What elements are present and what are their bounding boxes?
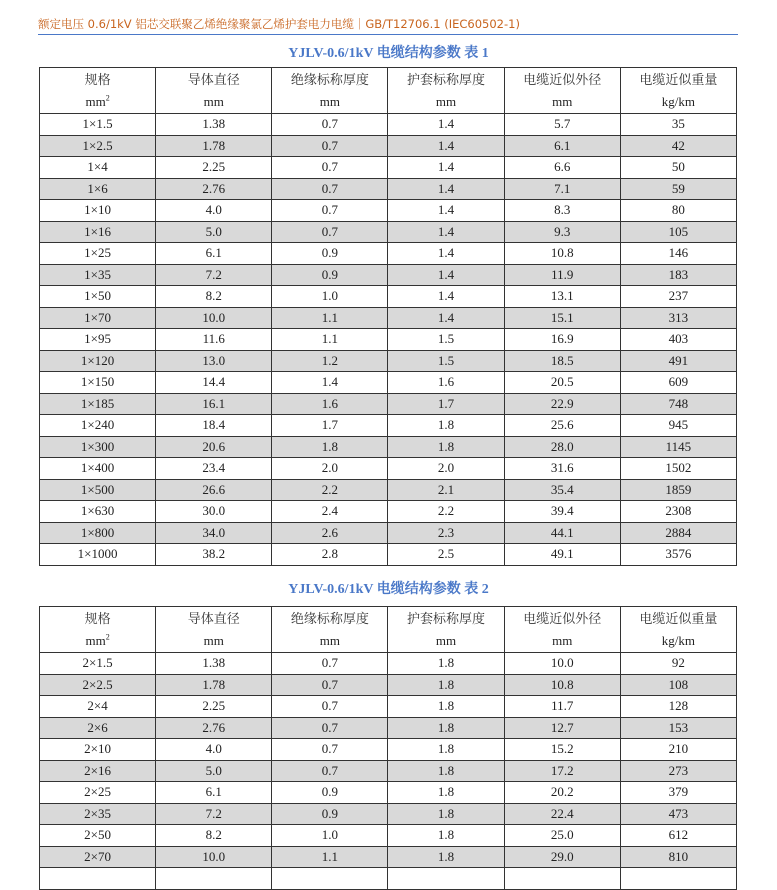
table-cell: 2.76 bbox=[156, 717, 272, 739]
table-row bbox=[40, 221, 737, 243]
table-row bbox=[40, 696, 737, 718]
table-cell: 10.0 bbox=[156, 307, 272, 329]
unit-text: mm bbox=[552, 632, 573, 648]
table-cell: 1.0 bbox=[272, 825, 388, 847]
table-cell: 8.2 bbox=[156, 286, 272, 308]
table-cell: 30.0 bbox=[156, 501, 272, 523]
unit-text: mm bbox=[85, 93, 106, 109]
unit-text: kg/km bbox=[661, 632, 695, 648]
cable-spec-table-2 bbox=[39, 606, 737, 890]
table-cell: 1.38 bbox=[156, 114, 272, 136]
table-cell: 1.6 bbox=[388, 372, 504, 394]
table-cell: 5.0 bbox=[156, 221, 272, 243]
table-cell: 1.1 bbox=[272, 846, 388, 868]
table-cell bbox=[388, 868, 504, 890]
table-cell: 2.2 bbox=[388, 501, 504, 523]
table-cell: 3576 bbox=[620, 544, 736, 566]
column-name: 电缆近似外径 bbox=[523, 72, 602, 88]
table-cell: 2.8 bbox=[272, 544, 388, 566]
table-row bbox=[40, 264, 737, 286]
table-cell: 1×300 bbox=[40, 436, 156, 458]
table-cell: 5.7 bbox=[504, 114, 620, 136]
table-cell: 1.2 bbox=[272, 350, 388, 372]
table-cell: 237 bbox=[620, 286, 736, 308]
table-cell: 42 bbox=[620, 135, 736, 157]
table-cell: 0.7 bbox=[272, 157, 388, 179]
table-cell: 15.1 bbox=[504, 307, 620, 329]
table-cell: 34.0 bbox=[156, 522, 272, 544]
table-cell: 1×70 bbox=[40, 307, 156, 329]
table-cell: 10.0 bbox=[156, 846, 272, 868]
table-cell: 22.9 bbox=[504, 393, 620, 415]
table-cell: 1.4 bbox=[388, 178, 504, 200]
table-row bbox=[40, 674, 737, 696]
table-cell: 0.9 bbox=[272, 243, 388, 265]
table-cell: 2.5 bbox=[388, 544, 504, 566]
column-header bbox=[156, 68, 272, 114]
table-cell: 50 bbox=[620, 157, 736, 179]
table-cell: 2×1.5 bbox=[40, 653, 156, 675]
table-cell bbox=[272, 868, 388, 890]
unit-superscript: 2 bbox=[105, 632, 110, 642]
table-cell: 14.4 bbox=[156, 372, 272, 394]
table-row bbox=[40, 307, 737, 329]
table-cell: 1.8 bbox=[388, 415, 504, 437]
table-cell: 1×240 bbox=[40, 415, 156, 437]
table-cell: 1×16 bbox=[40, 221, 156, 243]
table-cell: 2.4 bbox=[272, 501, 388, 523]
table-cell: 1.0 bbox=[272, 286, 388, 308]
table-cell: 15.2 bbox=[504, 739, 620, 761]
table-cell: 18.4 bbox=[156, 415, 272, 437]
table-cell: 28.0 bbox=[504, 436, 620, 458]
table-cell: 2×10 bbox=[40, 739, 156, 761]
table-cell: 35.4 bbox=[504, 479, 620, 501]
table-cell: 1.8 bbox=[388, 674, 504, 696]
table-cell: 2×6 bbox=[40, 717, 156, 739]
column-header bbox=[40, 607, 156, 653]
table-cell: 31.6 bbox=[504, 458, 620, 480]
table-body bbox=[40, 114, 737, 566]
table-cell: 748 bbox=[620, 393, 736, 415]
table-cell: 1×10 bbox=[40, 200, 156, 222]
table-cell: 1.4 bbox=[388, 200, 504, 222]
table-cell: 1×4 bbox=[40, 157, 156, 179]
table-cell: 38.2 bbox=[156, 544, 272, 566]
table-row bbox=[40, 868, 737, 890]
table-cell: 1.7 bbox=[272, 415, 388, 437]
table-row bbox=[40, 286, 737, 308]
table-row bbox=[40, 544, 737, 566]
unit-text: mm bbox=[319, 632, 340, 648]
table-cell: 11.9 bbox=[504, 264, 620, 286]
table-cell: 1×630 bbox=[40, 501, 156, 523]
table-cell: 313 bbox=[620, 307, 736, 329]
column-header bbox=[504, 68, 620, 114]
table-cell: 1×800 bbox=[40, 522, 156, 544]
column-unit bbox=[621, 630, 736, 651]
table-cell: 153 bbox=[620, 717, 736, 739]
table-cell: 1.1 bbox=[272, 307, 388, 329]
table-row bbox=[40, 350, 737, 372]
table-cell: 1.5 bbox=[388, 329, 504, 351]
page-header-text: 额定电压 0.6/1kV 铝芯交联聚乙烯绝缘聚氯乙烯护套电力电缆｜GB/T12706.1 (IEC60502-1) bbox=[38, 17, 520, 31]
column-name: 导体直径 bbox=[187, 611, 240, 627]
column-name: 电缆近似重量 bbox=[639, 611, 718, 627]
table-cell: 26.6 bbox=[156, 479, 272, 501]
table-cell: 2.76 bbox=[156, 178, 272, 200]
table-cell: 9.3 bbox=[504, 221, 620, 243]
table-cell: 1×25 bbox=[40, 243, 156, 265]
table-cell: 945 bbox=[620, 415, 736, 437]
table-cell: 22.4 bbox=[504, 803, 620, 825]
table-cell: 20.6 bbox=[156, 436, 272, 458]
table-cell: 8.3 bbox=[504, 200, 620, 222]
table-cell: 16.1 bbox=[156, 393, 272, 415]
table-cell: 2×35 bbox=[40, 803, 156, 825]
table-cell: 2×50 bbox=[40, 825, 156, 847]
table-cell: 23.4 bbox=[156, 458, 272, 480]
table-cell: 1.8 bbox=[388, 846, 504, 868]
table-cell: 0.7 bbox=[272, 114, 388, 136]
table-cell: 2×4 bbox=[40, 696, 156, 718]
table-cell: 6.1 bbox=[156, 782, 272, 804]
unit-text: mm bbox=[552, 93, 573, 109]
table-cell: 1×50 bbox=[40, 286, 156, 308]
table-row bbox=[40, 782, 737, 804]
table-cell: 1.4 bbox=[388, 243, 504, 265]
table-cell: 25.6 bbox=[504, 415, 620, 437]
column-header bbox=[156, 607, 272, 653]
table-cell bbox=[620, 868, 736, 890]
table-cell: 0.7 bbox=[272, 760, 388, 782]
table-row bbox=[40, 372, 737, 394]
table-cell bbox=[40, 868, 156, 890]
table-header-row bbox=[40, 68, 737, 114]
column-name: 电缆近似外径 bbox=[523, 611, 602, 627]
table-cell: 1.8 bbox=[388, 782, 504, 804]
table-cell: 7.2 bbox=[156, 264, 272, 286]
table-cell: 1.7 bbox=[388, 393, 504, 415]
table-cell: 210 bbox=[620, 739, 736, 761]
table-cell: 1.8 bbox=[388, 825, 504, 847]
unit-text: mm bbox=[435, 632, 457, 648]
column-unit bbox=[272, 91, 387, 112]
table-cell: 0.7 bbox=[272, 696, 388, 718]
table-cell: 1×400 bbox=[40, 458, 156, 480]
table-cell: 1.78 bbox=[156, 135, 272, 157]
table-cell: 13.0 bbox=[156, 350, 272, 372]
table-cell: 1×1000 bbox=[40, 544, 156, 566]
column-unit bbox=[40, 630, 155, 651]
table-cell: 1.4 bbox=[388, 264, 504, 286]
table-row bbox=[40, 436, 737, 458]
table-cell: 1.8 bbox=[388, 739, 504, 761]
table-cell: 1859 bbox=[620, 479, 736, 501]
table-cell: 6.1 bbox=[156, 243, 272, 265]
unit-text: mm bbox=[435, 93, 457, 109]
table-cell: 1.4 bbox=[272, 372, 388, 394]
unit-superscript: 2 bbox=[105, 93, 110, 103]
table-cell: 183 bbox=[620, 264, 736, 286]
column-name: 电缆近似重量 bbox=[639, 72, 718, 88]
column-header bbox=[272, 607, 388, 653]
table-row bbox=[40, 717, 737, 739]
table-cell: 2.0 bbox=[388, 458, 504, 480]
table-cell: 92 bbox=[620, 653, 736, 675]
table-cell: 2×25 bbox=[40, 782, 156, 804]
table-cell: 612 bbox=[620, 825, 736, 847]
table-cell: 609 bbox=[620, 372, 736, 394]
column-name: 导体直径 bbox=[187, 72, 240, 88]
table-cell: 0.7 bbox=[272, 739, 388, 761]
unit-text: mm bbox=[319, 93, 340, 109]
table-cell: 1.4 bbox=[388, 286, 504, 308]
column-name: 护套标称厚度 bbox=[407, 611, 486, 627]
table-cell: 20.5 bbox=[504, 372, 620, 394]
table-cell: 1×150 bbox=[40, 372, 156, 394]
column-header bbox=[620, 68, 736, 114]
table-cell: 2308 bbox=[620, 501, 736, 523]
table-cell: 0.7 bbox=[272, 221, 388, 243]
unit-text: mm bbox=[203, 632, 224, 648]
table-cell: 11.7 bbox=[504, 696, 620, 718]
table-cell: 1.8 bbox=[388, 717, 504, 739]
table-cell: 1×120 bbox=[40, 350, 156, 372]
table-row bbox=[40, 114, 737, 136]
column-unit bbox=[40, 91, 155, 112]
table-cell: 1.5 bbox=[388, 350, 504, 372]
table-cell: 12.7 bbox=[504, 717, 620, 739]
table-cell: 105 bbox=[620, 221, 736, 243]
table-row bbox=[40, 653, 737, 675]
table-body bbox=[40, 653, 737, 890]
table-cell: 6.6 bbox=[504, 157, 620, 179]
table-cell: 0.7 bbox=[272, 135, 388, 157]
column-header bbox=[504, 607, 620, 653]
table-cell: 491 bbox=[620, 350, 736, 372]
column-name: 规格 bbox=[84, 611, 111, 627]
table-cell: 7.2 bbox=[156, 803, 272, 825]
table-cell: 18.5 bbox=[504, 350, 620, 372]
table-cell: 128 bbox=[620, 696, 736, 718]
table-row bbox=[40, 522, 737, 544]
table-cell: 8.2 bbox=[156, 825, 272, 847]
column-header bbox=[40, 68, 156, 114]
table-cell: 1.4 bbox=[388, 221, 504, 243]
table-cell: 2.6 bbox=[272, 522, 388, 544]
table-cell: 1×185 bbox=[40, 393, 156, 415]
table-cell: 44.1 bbox=[504, 522, 620, 544]
table-row bbox=[40, 846, 737, 868]
table-row bbox=[40, 501, 737, 523]
table-cell: 1.1 bbox=[272, 329, 388, 351]
table-cell: 4.0 bbox=[156, 200, 272, 222]
column-unit bbox=[505, 630, 620, 651]
table-cell: 146 bbox=[620, 243, 736, 265]
cable-spec-table-1 bbox=[39, 67, 737, 566]
table-cell: 1×35 bbox=[40, 264, 156, 286]
table-cell: 6.1 bbox=[504, 135, 620, 157]
table-header-row bbox=[40, 607, 737, 653]
table-cell: 1.8 bbox=[388, 803, 504, 825]
table-1-title: YJLV-0.6/1kV 电缆结构参数 表 1 bbox=[288, 46, 489, 61]
table-row bbox=[40, 739, 737, 761]
table-cell: 1.6 bbox=[272, 393, 388, 415]
table-cell: 0.7 bbox=[272, 717, 388, 739]
unit-text: kg/km bbox=[661, 93, 695, 109]
table-cell bbox=[156, 868, 272, 890]
table-cell: 0.9 bbox=[272, 264, 388, 286]
table-cell: 2.2 bbox=[272, 479, 388, 501]
table-row bbox=[40, 200, 737, 222]
table-cell: 1145 bbox=[620, 436, 736, 458]
table-cell: 5.0 bbox=[156, 760, 272, 782]
unit-text: mm bbox=[203, 93, 224, 109]
table-row bbox=[40, 415, 737, 437]
table-cell bbox=[504, 868, 620, 890]
table-cell: 1.8 bbox=[272, 436, 388, 458]
table-cell: 0.7 bbox=[272, 674, 388, 696]
table-cell: 1.8 bbox=[388, 653, 504, 675]
table-cell: 0.7 bbox=[272, 178, 388, 200]
table-cell: 17.2 bbox=[504, 760, 620, 782]
table-cell: 2.1 bbox=[388, 479, 504, 501]
table-cell: 39.4 bbox=[504, 501, 620, 523]
table-cell: 273 bbox=[620, 760, 736, 782]
column-unit bbox=[388, 630, 503, 651]
table-cell: 0.9 bbox=[272, 803, 388, 825]
column-unit bbox=[156, 91, 271, 112]
table-row bbox=[40, 760, 737, 782]
table-cell: 13.1 bbox=[504, 286, 620, 308]
table-row bbox=[40, 393, 737, 415]
table-2-title: YJLV-0.6/1kV 电缆结构参数 表 2 bbox=[288, 582, 489, 597]
column-name: 规格 bbox=[84, 72, 111, 88]
column-unit bbox=[272, 630, 387, 651]
table-row bbox=[40, 329, 737, 351]
table-cell: 1.8 bbox=[388, 436, 504, 458]
column-header bbox=[388, 607, 504, 653]
table-cell: 473 bbox=[620, 803, 736, 825]
table-cell: 0.9 bbox=[272, 782, 388, 804]
column-unit bbox=[388, 91, 503, 112]
table-cell: 379 bbox=[620, 782, 736, 804]
table-cell: 1.38 bbox=[156, 653, 272, 675]
table-row bbox=[40, 243, 737, 265]
table-cell: 403 bbox=[620, 329, 736, 351]
table-cell: 1.78 bbox=[156, 674, 272, 696]
table-cell: 7.1 bbox=[504, 178, 620, 200]
table-cell: 810 bbox=[620, 846, 736, 868]
table-cell: 80 bbox=[620, 200, 736, 222]
table-row bbox=[40, 178, 737, 200]
column-header bbox=[620, 607, 736, 653]
table-cell: 1.4 bbox=[388, 135, 504, 157]
column-unit bbox=[156, 630, 271, 651]
table-cell: 2×16 bbox=[40, 760, 156, 782]
table-cell: 0.7 bbox=[272, 200, 388, 222]
table-cell: 20.2 bbox=[504, 782, 620, 804]
table-cell: 2.3 bbox=[388, 522, 504, 544]
table-cell: 108 bbox=[620, 674, 736, 696]
table-cell: 1×95 bbox=[40, 329, 156, 351]
column-name: 护套标称厚度 bbox=[407, 72, 486, 88]
table-cell: 2.0 bbox=[272, 458, 388, 480]
table-cell: 2×70 bbox=[40, 846, 156, 868]
table-cell: 1×2.5 bbox=[40, 135, 156, 157]
table-cell: 10.8 bbox=[504, 674, 620, 696]
column-name: 绝缘标称厚度 bbox=[290, 611, 369, 627]
table-cell: 1.8 bbox=[388, 760, 504, 782]
table-cell: 25.0 bbox=[504, 825, 620, 847]
table-cell: 35 bbox=[620, 114, 736, 136]
table-cell: 2.25 bbox=[156, 157, 272, 179]
unit-text: mm bbox=[85, 632, 106, 648]
table-cell: 1.4 bbox=[388, 114, 504, 136]
table-row bbox=[40, 803, 737, 825]
table-cell: 10.8 bbox=[504, 243, 620, 265]
table-cell: 11.6 bbox=[156, 329, 272, 351]
table-row bbox=[40, 825, 737, 847]
table-cell: 2.25 bbox=[156, 696, 272, 718]
column-unit bbox=[621, 91, 736, 112]
table-cell: 16.9 bbox=[504, 329, 620, 351]
table-cell: 1.4 bbox=[388, 307, 504, 329]
table-cell: 1×6 bbox=[40, 178, 156, 200]
table-row bbox=[40, 135, 737, 157]
table-cell: 1×500 bbox=[40, 479, 156, 501]
table-cell: 1502 bbox=[620, 458, 736, 480]
page-header bbox=[38, 14, 738, 35]
table-cell: 10.0 bbox=[504, 653, 620, 675]
column-header bbox=[388, 68, 504, 114]
column-unit bbox=[505, 91, 620, 112]
table-cell: 2×2.5 bbox=[40, 674, 156, 696]
table-row bbox=[40, 458, 737, 480]
table-cell: 2884 bbox=[620, 522, 736, 544]
column-header bbox=[272, 68, 388, 114]
column-name: 绝缘标称厚度 bbox=[290, 72, 369, 88]
table-cell: 29.0 bbox=[504, 846, 620, 868]
table-cell: 4.0 bbox=[156, 739, 272, 761]
table-cell: 1×1.5 bbox=[40, 114, 156, 136]
table-row bbox=[40, 157, 737, 179]
table-cell: 59 bbox=[620, 178, 736, 200]
table-row bbox=[40, 479, 737, 501]
table-cell: 1.4 bbox=[388, 157, 504, 179]
table-cell: 1.8 bbox=[388, 696, 504, 718]
table-cell: 0.7 bbox=[272, 653, 388, 675]
table-cell: 49.1 bbox=[504, 544, 620, 566]
